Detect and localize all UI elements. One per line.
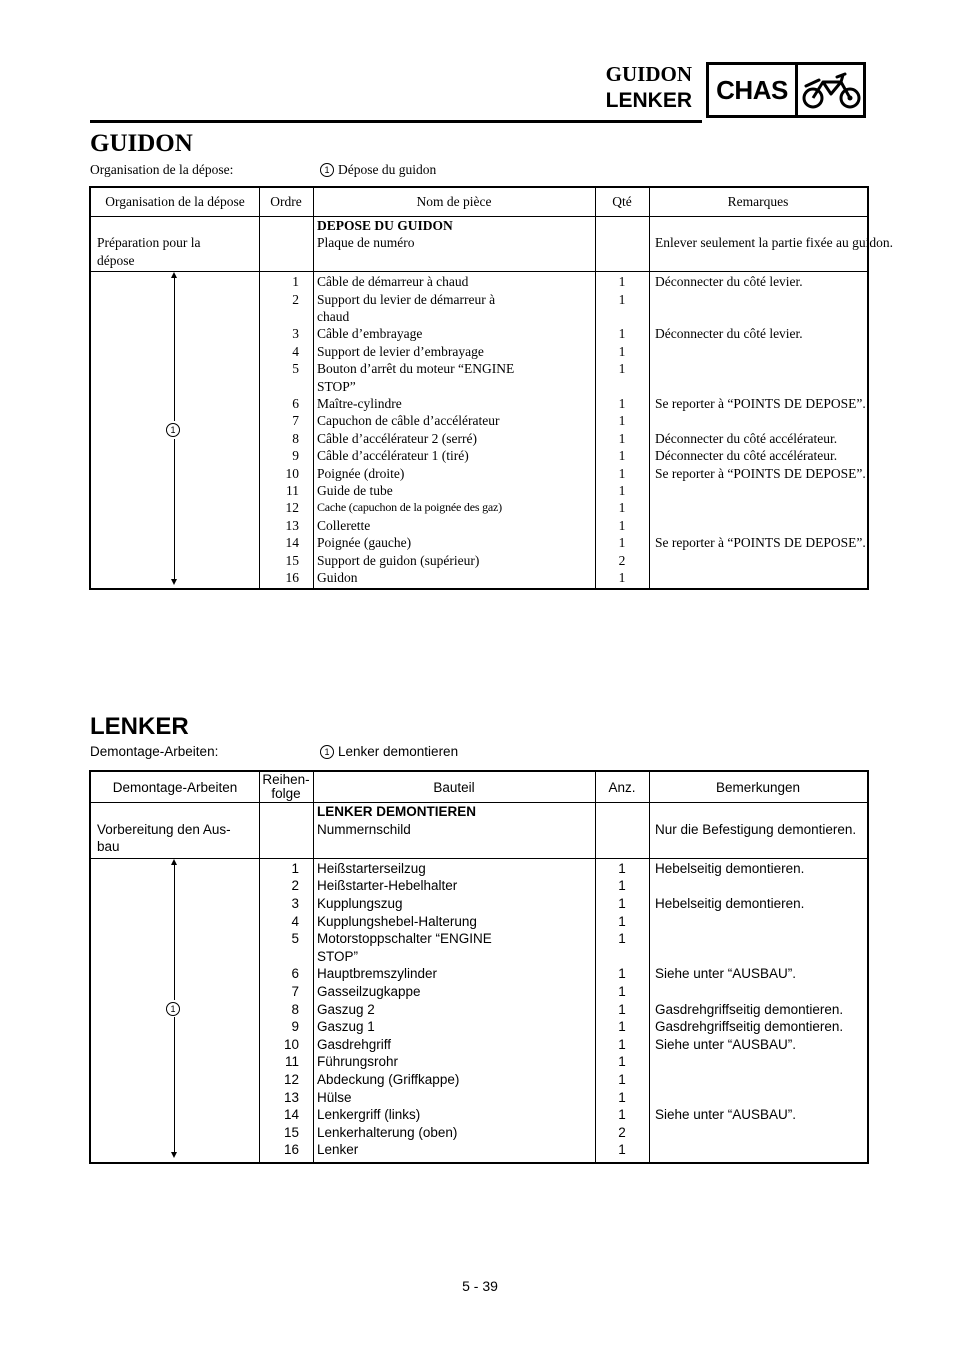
part-name: Lenkergriff (links) [317,1107,421,1123]
order-number: 11 [286,483,299,498]
column-divider [649,188,650,588]
header-rule [90,120,702,123]
remark: Siehe unter “AUSBAU”. [655,1107,797,1123]
part-name: Gaszug 1 [317,1019,375,1035]
column-header: Organisation de la dépose [105,194,245,209]
part-name: Hauptbremszylinder [317,966,438,982]
row-divider [91,271,867,272]
remark: Hebelseitig demontieren. [655,860,805,876]
order-number: 14 [283,1107,299,1123]
org-step-de [320,744,458,759]
prep-label: dépose [97,252,135,268]
quantity: 1 [618,966,626,982]
part-name: STOP” [317,378,356,394]
group-arrow-down [171,1152,177,1158]
order-number: 14 [285,535,299,551]
order-number: 3 [291,896,299,911]
quantity: 2 [618,1124,626,1140]
column-divider [313,188,314,588]
quantity: 1 [618,274,626,290]
order-number: 12 [283,1072,299,1087]
part-name: Motorstoppschalter “ENGINE [317,931,492,947]
part-name: Câble d’accélérateur 1 (tiré) [317,448,469,464]
part-name: Führungsrohr [317,1054,399,1070]
quantity: 1 [618,448,626,464]
section-title-fr: GUIDON [90,130,193,157]
order-number: 15 [283,1124,299,1140]
order-number: 1 [291,860,299,876]
part-name: Poignée (gauche) [317,535,412,551]
remark: Déconnecter du côté levier. [655,274,803,290]
order-number: 15 [285,552,299,568]
quantity: 1 [618,913,626,929]
order-number: 11 [284,1054,299,1070]
column-divider [649,772,650,1162]
order-number: 13 [285,517,299,533]
order-number: 13 [283,1089,299,1105]
group-marker [166,421,180,439]
quantity: 1 [618,1107,626,1123]
order-number: 7 [291,984,299,999]
remark: Se reporter à “POINTS DE DEPOSE”. [655,396,866,411]
header-title-fr: GUIDON [605,62,692,86]
order-number: 2 [292,291,299,307]
remark: Gasdrehgriffseitig demontieren. [655,1019,844,1035]
part-name: Maître-cylindre [317,396,402,411]
org-step-text: Dépose du guidon [338,162,437,177]
quantity: 2 [618,552,626,568]
org-step-text: Lenker demontieren [338,744,459,759]
order-number: 5 [292,361,299,377]
quantity: 1 [618,343,626,359]
prep-remark: Enlever seulement la partie fixée au guidon. [655,235,894,251]
part-name: chaud [317,309,350,324]
order-number: 4 [291,913,299,929]
group-number-badge: 1 [166,423,180,437]
order-number: 8 [291,1001,299,1017]
quantity: 1 [618,535,626,551]
column-header: Bauteil [433,779,475,795]
quantity: 1 [618,517,626,533]
section-tag-divider [795,65,798,115]
org-label-fr: Organisation de la dépose: [90,162,234,177]
part-name: Support de guidon (supérieur) [317,552,480,568]
org-label-de: Demontage-Arbeiten: [90,744,219,759]
part-name: Guidon [317,570,358,585]
order-number: 8 [292,430,299,446]
order-number: 9 [292,448,299,464]
quantity: 1 [618,570,626,585]
quantity: 1 [618,483,626,498]
motorcycle-icon [801,68,863,112]
order-number: 6 [292,396,299,411]
order-number: 16 [283,1142,299,1158]
section-tag-box [706,62,866,118]
remark: Déconnecter du côté levier. [655,326,803,342]
header-divider [91,216,867,217]
prep-remark: Nur die Befestigung demontieren. [655,821,857,837]
page-number: 5 - 39 [462,1278,498,1294]
prep-part: Nummernschild [317,821,411,837]
order-number: 6 [291,966,299,982]
prep-heading: DEPOSE DU GUIDON [317,218,453,233]
part-name: Gasseilzugkappe [317,984,421,999]
part-name: Lenker [317,1142,359,1158]
quantity: 1 [618,430,626,446]
quantity: 1 [618,1019,626,1035]
prep-label: Vorbereitung den Aus- [97,821,231,837]
order-number: 7 [292,413,299,429]
part-name: Heißstarter-Hebelhalter [317,878,458,894]
order-number: 12 [285,500,299,516]
group-marker [166,1000,180,1017]
quantity: 1 [618,465,626,481]
quantity: 1 [618,413,626,429]
part-name: Support du levier de démarreur à [317,291,496,307]
remark: Siehe unter “AUSBAU”. [655,966,797,982]
quantity: 1 [618,396,626,411]
quantity: 1 [618,361,626,377]
quantity: 1 [618,1001,626,1017]
column-header: Ordre [270,194,302,209]
remark: Se reporter à “POINTS DE DEPOSE”. [655,535,866,551]
part-name: Lenkerhalterung (oben) [317,1124,458,1140]
quantity: 1 [618,1054,626,1070]
remark: Siehe unter “AUSBAU”. [655,1036,797,1052]
org-step-fr [320,162,436,178]
quantity: 1 [618,1089,626,1105]
column-header: Anz. [608,779,636,795]
part-name: Hülse [317,1089,352,1105]
quantity: 1 [618,1142,626,1158]
quantity: 1 [618,878,626,894]
part-name: Bouton d’arrêt du moteur “ENGINE [317,361,515,377]
prep-heading: LENKER DEMONTIEREN [317,804,477,819]
quantity: 1 [618,984,626,999]
section-title-de: LENKER [90,713,189,740]
column-header: Reihen- folge [262,772,310,801]
quantity: 1 [618,931,626,947]
column-divider [313,772,314,1162]
remark: Hebelseitig demontieren. [655,896,805,911]
header-title-de: LENKER [605,89,692,112]
column-header: Qté [612,194,632,209]
remark: Gasdrehgriffseitig demontieren. [655,1001,844,1017]
column-header: Bemerkungen [715,779,801,795]
part-name: Câble d’accélérateur 2 (serré) [317,430,478,446]
header-divider [91,802,867,803]
quantity: 1 [618,1072,626,1087]
part-name: Poignée (droite) [317,465,405,481]
order-number: 9 [291,1019,299,1035]
group-number-badge: 1 [166,1002,180,1016]
parts-table-de [89,770,869,1164]
part-name: Câble de démarreur à chaud [317,274,469,290]
remark: Déconnecter du côté accélérateur. [655,448,838,464]
row-divider [91,858,867,859]
step-number-badge: 1 [320,745,334,759]
part-name: Abdeckung (Griffkappe) [317,1072,460,1087]
prep-label: Préparation pour la [97,235,201,251]
quantity: 1 [618,1036,626,1052]
quantity: 1 [618,896,626,911]
step-number-badge: 1 [320,163,334,177]
parts-table-fr [89,186,894,590]
quantity: 1 [618,860,626,876]
prep-part: Plaque de numéro [317,235,415,251]
part-name: Kupplungszug [317,896,403,911]
part-name: Heißstarterseilzug [317,860,426,876]
part-name: Gasdrehgriff [317,1036,392,1052]
remark: Se reporter à “POINTS DE DEPOSE”. [655,465,866,481]
part-name: Capuchon de câble d’accélérateur [317,413,500,429]
part-name: Support de levier d’embrayage [317,343,484,359]
order-number: 1 [292,274,299,290]
quantity: 1 [618,326,626,342]
part-name: Gaszug 2 [317,1001,375,1017]
order-number: 3 [292,326,299,342]
part-name: Cache (capuchon de la poignée des gaz) [317,500,502,515]
order-number: 5 [291,931,299,947]
order-number: 10 [283,1036,299,1052]
quantity: 1 [618,500,626,516]
section-tag: CHAS [716,74,788,105]
part-name: STOP” [317,948,359,964]
group-arrow-down [171,579,177,585]
column-header: Nom de pièce [416,194,492,209]
part-name: Kupplungshebel-Halterung [317,913,477,929]
order-number: 10 [285,465,299,481]
prep-label: bau [97,839,120,855]
part-name: Guide de tube [317,483,393,498]
order-number: 4 [292,343,299,359]
order-number: 2 [291,878,299,894]
remark: Déconnecter du côté accélérateur. [655,430,838,446]
column-header: Remarques [727,194,789,209]
quantity: 1 [618,291,626,307]
column-header: Demontage-Arbeiten [112,779,238,795]
part-name: Collerette [317,517,371,533]
part-name: Câble d’embrayage [317,326,423,342]
order-number: 16 [285,570,299,585]
